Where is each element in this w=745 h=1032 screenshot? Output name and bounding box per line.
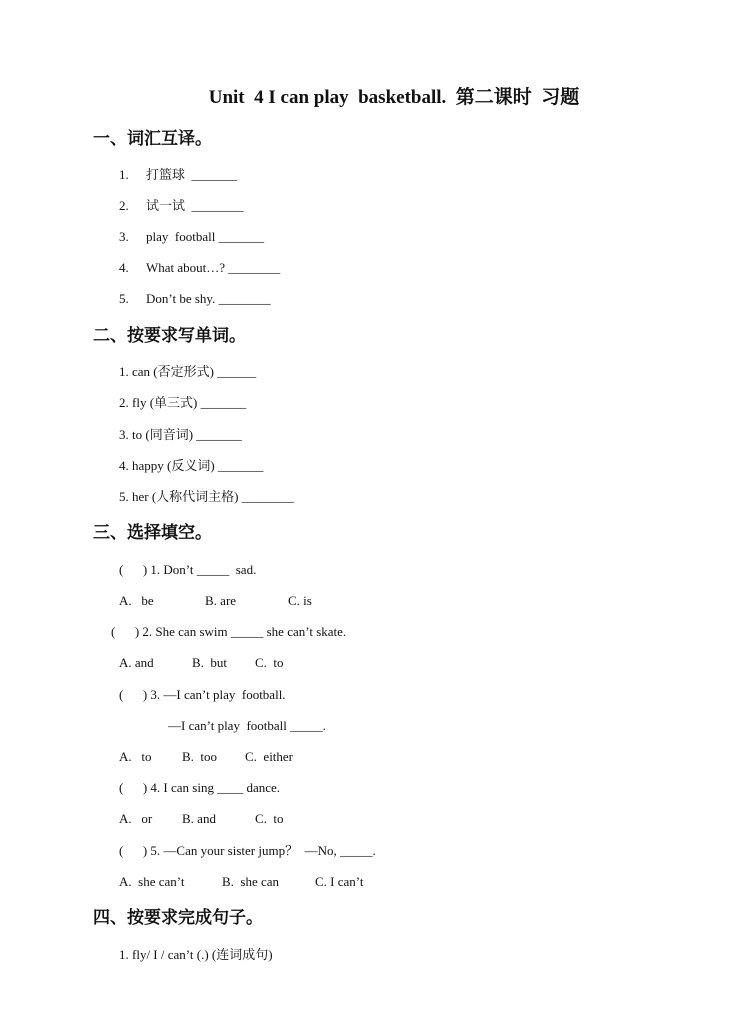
section-heading-multiple-choice: 三、选择填空。 [93, 523, 212, 543]
section-heading-vocabulary: 一、词汇互译。 [93, 129, 212, 149]
word-form-item: 4. happy (反义词) _______ [119, 458, 264, 473]
item-text: play football _______ [146, 229, 265, 244]
item-number: 5. [119, 291, 129, 306]
section-heading-word-forms: 二、按要求写单词。 [93, 326, 246, 346]
question-stem: ( ) 5. —Can your sister jump？ —No, _____. [119, 843, 376, 858]
vocab-item [119, 291, 271, 307]
sentence-item: 1. fly/ I / can’t (.) (连词成句) [119, 947, 273, 962]
question-stem: ( ) 2. She can swim _____ she can’t skate. [111, 624, 347, 639]
answer-options [119, 593, 312, 609]
item-number: 1. [119, 167, 129, 182]
vocab-item [119, 167, 237, 183]
option-a: A. be [119, 593, 154, 608]
answer-options [119, 749, 293, 765]
option-a: A. or [119, 811, 153, 826]
option-c: C. is [288, 593, 312, 608]
option-b: B. and [182, 811, 216, 826]
question-stem: ( ) 1. Don’t _____ sad. [119, 562, 257, 577]
item-number: 3. [119, 229, 129, 244]
option-b: B. but [192, 655, 228, 670]
option-c: C. to [255, 655, 284, 670]
option-c: C. I can’t [315, 874, 364, 889]
option-a: A. she can’t [119, 874, 185, 889]
item-number: 2. [119, 198, 129, 213]
worksheet-title: Unit 4 I can play basketball. 第二课时 习题 [208, 87, 580, 108]
word-form-item: 5. her (人称代词主格) ________ [119, 489, 294, 504]
option-b: B. too [182, 749, 218, 764]
word-form-item: 2. fly (单三式) _______ [119, 395, 247, 410]
item-text: 打篮球 _______ [146, 167, 238, 182]
answer-options [119, 811, 284, 827]
question-stem-reply: —I can’t play football _____. [168, 718, 326, 733]
vocab-item [119, 260, 280, 276]
option-c: C. either [245, 749, 294, 764]
item-number: 4. [119, 260, 129, 275]
question-stem: ( ) 3. —I can’t play football. [119, 687, 286, 702]
option-a: A. and [119, 655, 154, 670]
option-b: B. are [205, 593, 237, 608]
section-heading-complete-sentences: 四、按要求完成句子。 [93, 908, 263, 928]
option-b: B. she can [222, 874, 280, 889]
vocab-item [119, 229, 264, 245]
option-a: A. to [119, 749, 152, 764]
word-form-item: 1. can (否定形式) ______ [119, 364, 257, 379]
vocab-item [119, 198, 244, 214]
item-text: Don’t be shy. ________ [146, 291, 271, 306]
item-text: What about…? ________ [146, 260, 281, 275]
option-c: C. to [255, 811, 284, 826]
item-text: 试一试 ________ [146, 198, 244, 213]
answer-options [119, 655, 284, 671]
word-form-item: 3. to (同音词) _______ [119, 427, 242, 442]
question-stem: ( ) 4. I can sing ____ dance. [119, 780, 281, 795]
answer-options [119, 874, 364, 890]
